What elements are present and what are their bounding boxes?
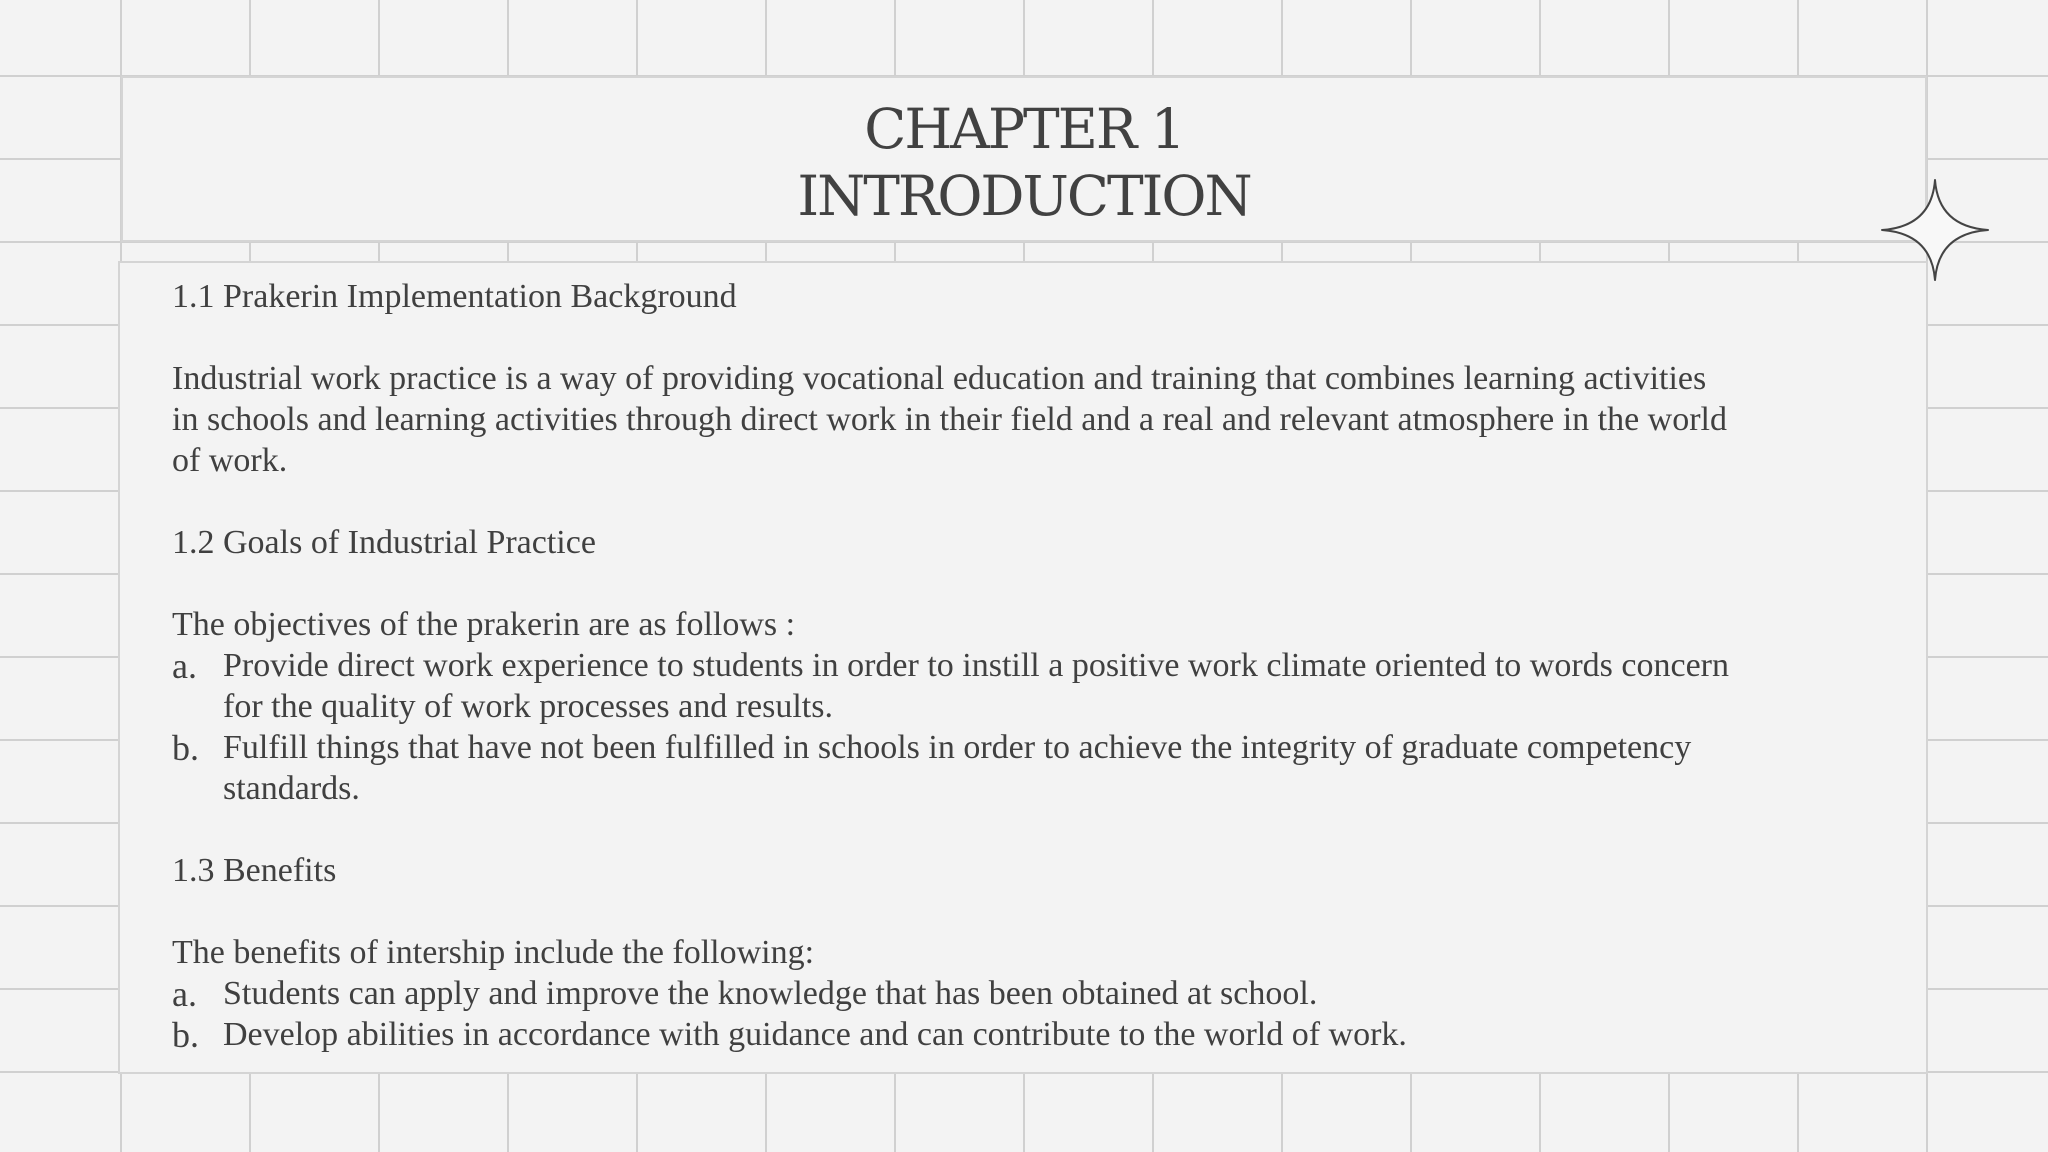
paragraph-line: Industrial work practice is a way of providing vocational education and training that combines learning activities — [172, 360, 1707, 397]
list-intro: The benefits of intership include the following: — [172, 934, 815, 971]
list-marker: a. — [172, 646, 197, 686]
chapter-title: CHAPTER 1 — [864, 97, 1184, 161]
list-intro: The objectives of the prakerin are as follows : — [172, 606, 796, 643]
content-box — [118, 261, 1928, 1074]
paragraph-line: in schools and learning activities through direct work in their field and a real and relevant atmosphere in the world — [172, 401, 1728, 438]
list-marker: b. — [172, 1015, 199, 1055]
list-item-line: Fulfill things that have not been fulfilled in schools in order to achieve the integrity of graduate competency — [223, 729, 1692, 766]
list-item-line: Students can apply and improve the knowledge that has been obtained at school. — [223, 975, 1318, 1012]
section-heading-1-3: 1.3 Benefits — [172, 852, 337, 889]
section-heading-1-1: 1.1 Prakerin Implementation Background — [172, 278, 737, 315]
title-box — [121, 76, 1927, 242]
paragraph-line: of work. — [172, 442, 288, 479]
list-item-line: Develop abilities in accordance with guidance and can contribute to the world of work. — [223, 1016, 1407, 1053]
list-item-line: standards. — [223, 770, 360, 807]
list-item-line: for the quality of work processes and results. — [223, 688, 833, 725]
list-item-line: Provide direct work experience to students in order to instill a positive work climate oriented to words concern — [223, 647, 1729, 684]
section-heading-1-2: 1.2 Goals of Industrial Practice — [172, 524, 596, 561]
list-marker: a. — [172, 974, 197, 1014]
chapter-subtitle: INTRODUCTION — [797, 164, 1251, 228]
list-marker: b. — [172, 728, 199, 768]
